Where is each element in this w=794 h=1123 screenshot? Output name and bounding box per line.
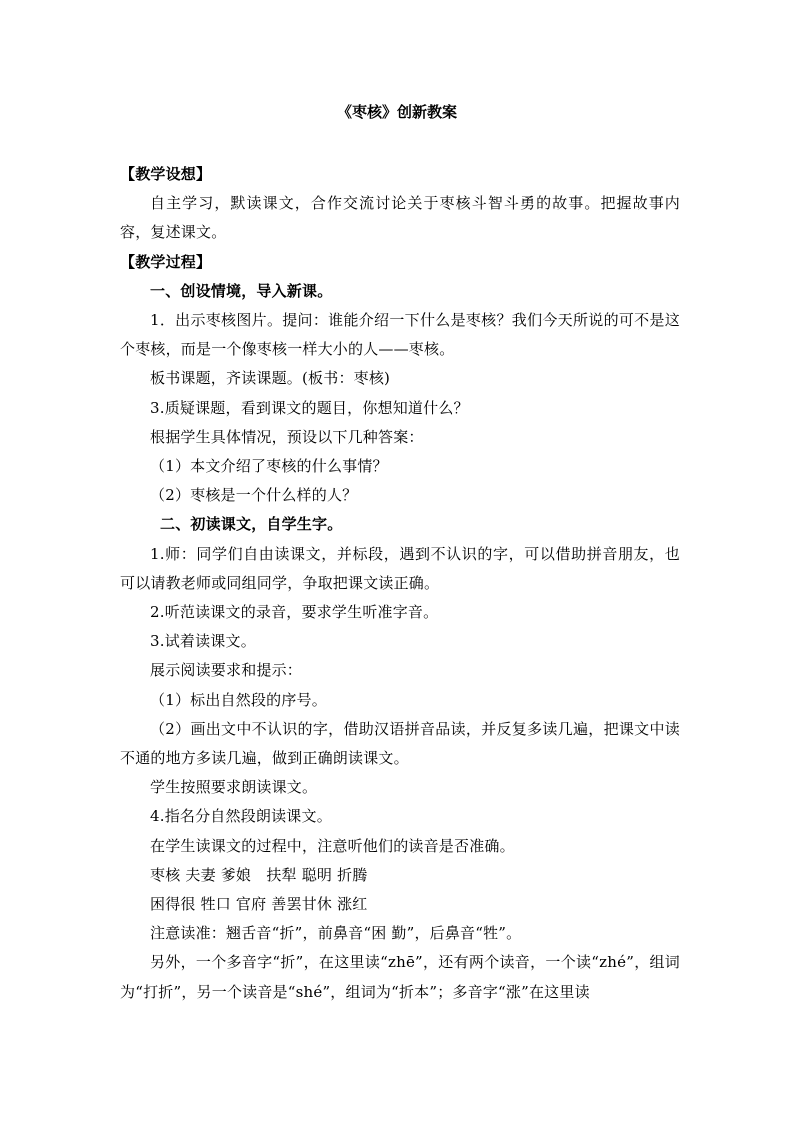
section2-paragraph-8: 4.指名分自然段朗读课文。 <box>150 807 332 826</box>
heading-design: 【教学设想】 <box>120 165 212 183</box>
polyphone-note: 另外，一个多音字“折”，在这里读“zhē”，还有两个读音，一个读“zhé”，组词为“打折”，另一个读音是“shé”，组词为“折本”；多音字“涨”在这里读 <box>120 953 680 1001</box>
section1-answer-2: （2）枣核是一个什么样的人？ <box>150 486 358 505</box>
heading-process: 【教学过程】 <box>120 252 212 271</box>
section2-paragraph-1: 1.师：同学们自由读课文，并标段，遇到不认识的字，可以借助拼音朋友，也可以请教老师或同组同学，争取把课文读正确。 <box>120 544 680 592</box>
section1-paragraph-3: 3.质疑课题，看到课文的题目，你想知道什么？ <box>150 398 469 417</box>
section1-heading: 一、创设情境，导入新课。 <box>150 281 333 300</box>
section1-paragraph-2: 板书课题，齐读课题。(板书：枣核) <box>150 369 391 388</box>
vocabulary-line-1: 枣核 夫妻 爹娘 扶犁 聪明 折腾 <box>150 865 368 884</box>
section2-paragraph-9: 在学生读课文的过程中，注意听他们的读音是否准确。 <box>150 836 515 855</box>
section2-paragraph-3: 3.试着读课文。 <box>150 632 256 651</box>
design-paragraph: 自主学习，默读课文，合作交流讨论关于枣核斗智斗勇的故事。把握故事内容，复述课文。 <box>120 194 680 242</box>
section1-paragraph-4: 根据学生具体情况，预设以下几种答案： <box>150 427 424 446</box>
section2-paragraph-2: 2.听范读课文的录音，要求学生听准字音。 <box>150 603 439 622</box>
section2-requirement-1: （1）标出自然段的序号。 <box>150 690 327 709</box>
pronunciation-note: 注意读准：翘舌音“折”，前鼻音“困 勤”，后鼻音“牲”。 <box>150 924 522 943</box>
section2-paragraph-4: 展示阅读要求和提示： <box>150 661 303 680</box>
document-body <box>120 160 680 1007</box>
page-title: 《枣核》创新教案 <box>336 103 457 121</box>
section1-paragraph-1: 1．出示枣核图片。提问：谁能介绍一下什么是枣核？我们今天所说的可不是这个枣核，而是一个像枣核一样大小的人——枣核。 <box>120 311 680 359</box>
section1-answer-1: （1）本文介绍了枣核的什么事情？ <box>150 457 388 476</box>
section2-requirement-2: （2）画出文中不认识的字，借助汉语拼音品读，并反复多读几遍，把课文中读不通的地方多读几遍，做到正确朗读课文。 <box>120 719 680 768</box>
section2-paragraph-7: 学生按照要求朗读课文。 <box>150 778 318 797</box>
vocabulary-line-2: 困得很 牲口 官府 善罢甘休 涨红 <box>150 895 368 914</box>
section2-heading: 二、初读课文，自学生字。 <box>160 515 343 534</box>
